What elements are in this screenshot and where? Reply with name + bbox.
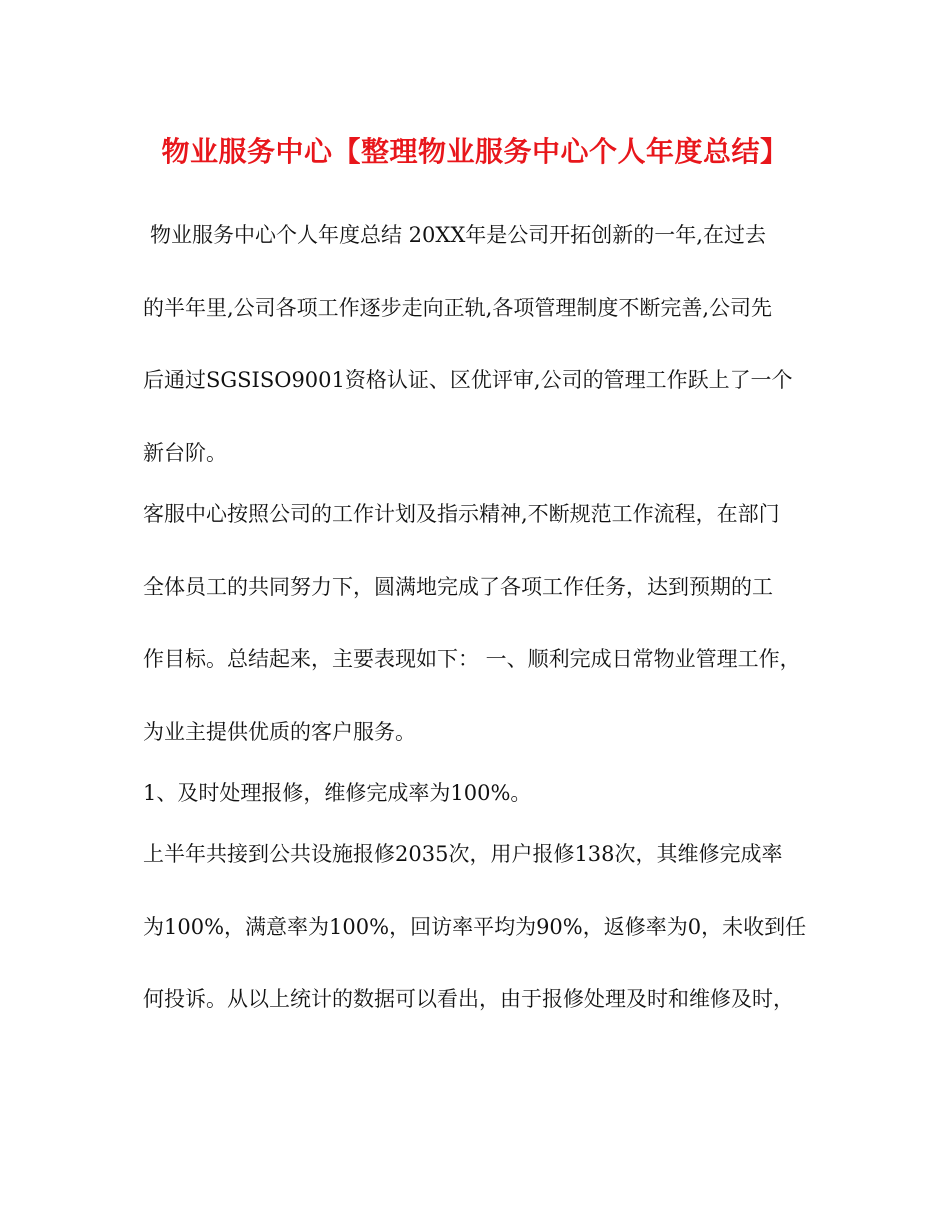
body-line-8: 为业主提供优质的客户服务。 (143, 720, 416, 744)
body-line-5: 客服中心按照公司的工作计划及指示精神,不断规范工作流程，在部门 (143, 502, 780, 526)
body-line-3: 后通过SGSISO9001资格认证、区优评审,公司的管理工作跃上了一个 (143, 368, 793, 392)
body-line-10: 上半年共接到公共设施报修2035次，用户报修138次，其维修完成率 (143, 842, 783, 866)
document-title: 物业服务中心【整理物业服务中心个人年度总结】 (161, 135, 789, 168)
body-line-6: 全体员工的共同努力下，圆满地完成了各项工作任务，达到预期的工 (143, 575, 773, 599)
body-line-1: 物业服务中心个人年度总结 20XX年是公司开拓创新的一年,在过去 (150, 223, 766, 247)
body-line-4: 新台阶。 (143, 441, 227, 465)
body-line-11: 为100%，满意率为100%，回访率平均为90%，返修率为0，未收到任 (143, 915, 807, 939)
body-line-7: 作目标。总结起来，主要表现如下： 一、顺利完成日常物业管理工作， (143, 647, 801, 671)
body-line-12: 何投诉。从以上统计的数据可以看出，由于报修处理及时和维修及时， (143, 987, 794, 1011)
body-line-2: 的半年里,公司各项工作逐步走向正轨,各项管理制度不断完善,公司先 (143, 296, 773, 320)
body-line-9: 1、及时处理报修，维修完成率为100%。 (143, 781, 532, 805)
